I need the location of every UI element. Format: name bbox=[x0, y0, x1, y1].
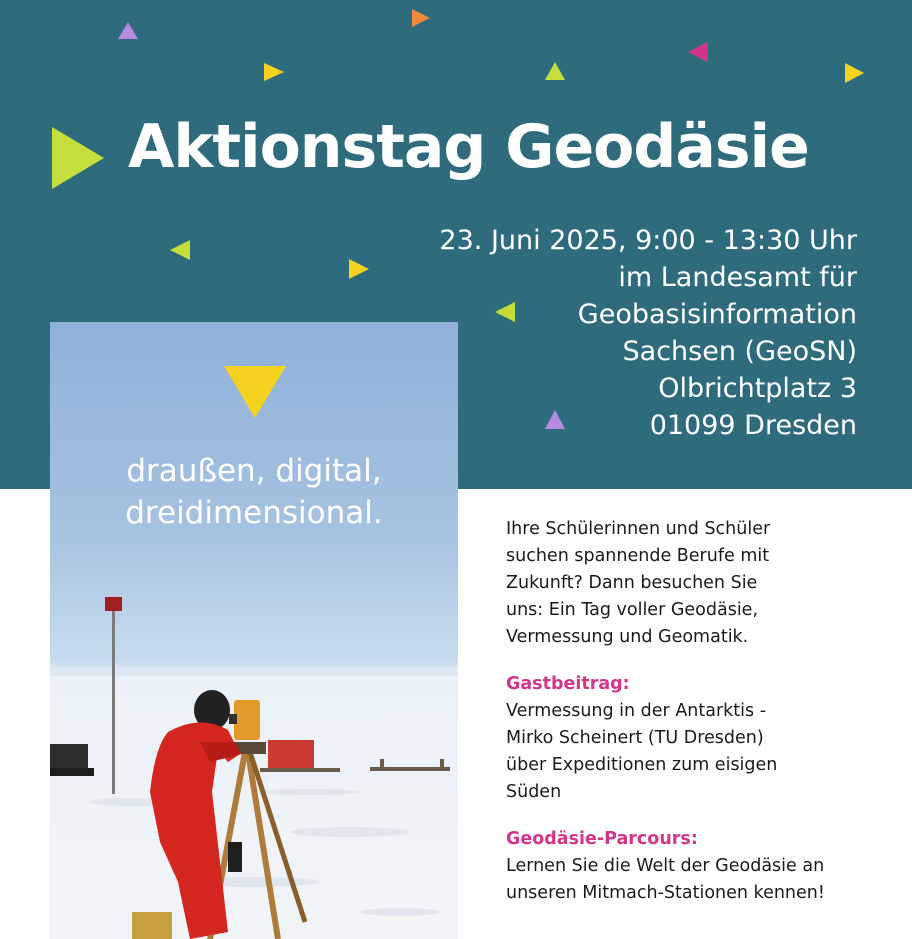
intro-line: uns: Ein Tag voller Geodäsie, bbox=[506, 600, 759, 620]
event-date-time: 23. Juni 2025, 9:00 - 13:30 Uhr bbox=[439, 225, 857, 256]
play-triangle-icon bbox=[52, 127, 104, 189]
parcours-heading: Geodäsie-Parcours: bbox=[506, 829, 698, 849]
confetti-triangle-icon bbox=[545, 62, 565, 80]
event-location-line: im Landesamt für bbox=[618, 262, 857, 293]
tagline-line: dreidimensional. bbox=[125, 495, 383, 531]
guest-line: Süden bbox=[506, 782, 562, 802]
guest-line: Vermessung in der Antarktis - bbox=[506, 701, 767, 721]
intro-line: Vermessung und Geomatik. bbox=[506, 627, 749, 647]
confetti-triangle-icon bbox=[688, 42, 708, 62]
intro-line: Ihre Schülerinnen und Schüler bbox=[506, 519, 771, 539]
intro-line: suchen spannende Berufe mit bbox=[506, 546, 770, 566]
event-location-line: 01099 Dresden bbox=[649, 410, 857, 441]
guest-line: Mirko Scheinert (TU Dresden) bbox=[506, 728, 764, 748]
down-triangle-icon bbox=[224, 366, 286, 418]
guest-section bbox=[506, 671, 896, 806]
tagline-line: draußen, digital, bbox=[126, 453, 382, 489]
confetti-triangle-icon bbox=[412, 9, 430, 27]
event-location-line: Olbrichtplatz 3 bbox=[658, 373, 857, 404]
antarctic-surveyor-photo bbox=[50, 322, 458, 939]
event-location-line: Geobasisinformation bbox=[577, 299, 857, 330]
event-location-line: Sachsen (GeoSN) bbox=[622, 336, 857, 367]
guest-line: über Expeditionen zum eisigen bbox=[506, 755, 778, 775]
intro-line: Zukunft? Dann besuchen Sie bbox=[506, 573, 758, 593]
confetti-triangle-icon bbox=[845, 63, 864, 83]
photo-tagline bbox=[50, 450, 458, 534]
info-column bbox=[506, 516, 896, 927]
parcours-section bbox=[506, 826, 896, 907]
intro-paragraph bbox=[506, 516, 896, 651]
parcours-line: Lernen Sie die Welt der Geodäsie an bbox=[506, 856, 825, 876]
parcours-line: unseren Mitmach-Stationen kennen! bbox=[506, 883, 825, 903]
confetti-triangle-icon bbox=[264, 63, 284, 81]
page-title: Aktionstag Geodäsie bbox=[128, 112, 809, 182]
guest-heading: Gastbeitrag: bbox=[506, 674, 630, 694]
confetti-triangle-icon bbox=[118, 22, 138, 39]
confetti-triangle-icon bbox=[170, 240, 190, 260]
